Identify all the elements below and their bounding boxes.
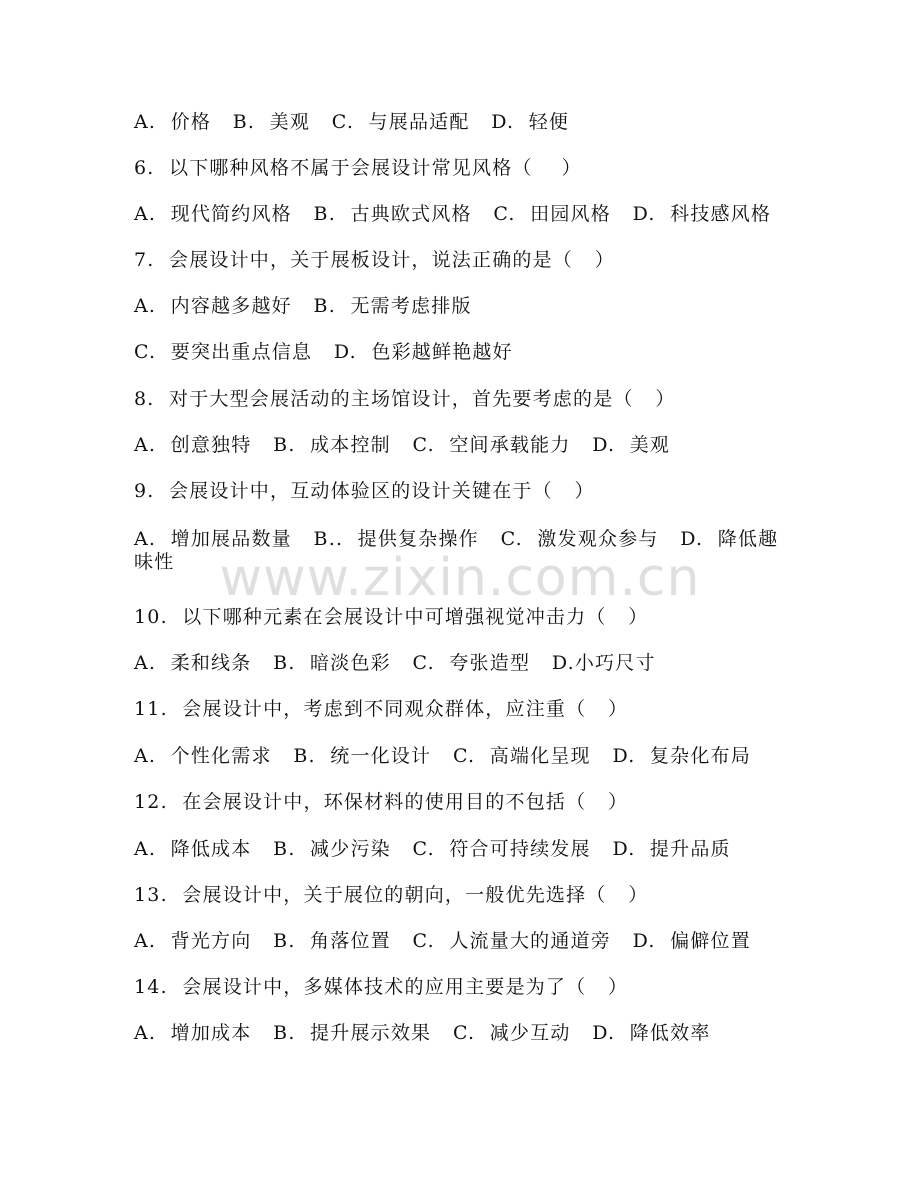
- question-11-stem: 11. 会展设计中，考虑到不同观众群体，应注重（ ）: [134, 698, 629, 720]
- question-10-options: A. 柔和线条 B. 暗淡色彩 C. 夸张造型 D.小巧尺寸: [134, 652, 656, 674]
- question-14-stem: 14. 会展设计中，多媒体技术的应用主要是为了（ ）: [134, 976, 629, 998]
- question-9-stem: 9. 会展设计中，互动体验区的设计关键在于（ ）: [134, 480, 595, 502]
- question-13-options: A. 背光方向 B. 角落位置 C. 人流量大的通道旁 D. 偏僻位置: [134, 930, 751, 952]
- question-9-options: A. 增加展品数量 B.. 提供复杂操作 C. 激发观众参与 D. 降低趣味性: [134, 528, 779, 573]
- question-13-stem: 13. 会展设计中，关于展位的朝向，一般优先选择（ ）: [134, 884, 649, 906]
- question-11-options: A. 个性化需求 B. 统一化设计 C. 高端化呈现 D. 复杂化布局: [134, 745, 751, 767]
- question-12-options: A. 降低成本 B. 减少污染 C. 符合可持续发展 D. 提升品质: [134, 838, 731, 860]
- question-6-options: A. 现代简约风格 B. 古典欧式风格 C. 田园风格 D. 科技感风格: [134, 203, 772, 225]
- question-6-stem: 6. 以下哪种风格不属于会展设计常见风格（ ）: [134, 157, 582, 179]
- question-7-options-a-b: A. 内容越多越好 B. 无需考虑排版: [134, 295, 472, 317]
- question-8-stem: 8. 对于大型会展活动的主场馆设计，首先要考虑的是（ ）: [134, 388, 676, 410]
- site-watermark: www.zixin.com.cn: [219, 548, 701, 608]
- question-5-options: A. 价格 B. 美观 C. 与展品适配 D. 轻便: [134, 111, 570, 133]
- question-14-options: A. 增加成本 B. 提升展示效果 C. 减少互动 D. 降低效率: [134, 1022, 711, 1044]
- question-8-options: A. 创意独特 B. 成本控制 C. 空间承载能力 D. 美观: [134, 434, 671, 456]
- question-7-options-c-d: C. 要突出重点信息 D. 色彩越鲜艳越好: [134, 341, 513, 363]
- question-7-stem: 7. 会展设计中，关于展板设计，说法正确的是（ ）: [134, 249, 615, 271]
- question-10-stem: 10. 以下哪种元素在会展设计中可增强视觉冲击力（ ）: [134, 606, 649, 628]
- question-12-stem: 12. 在会展设计中，环保材料的使用目的不包括（ ）: [134, 791, 629, 813]
